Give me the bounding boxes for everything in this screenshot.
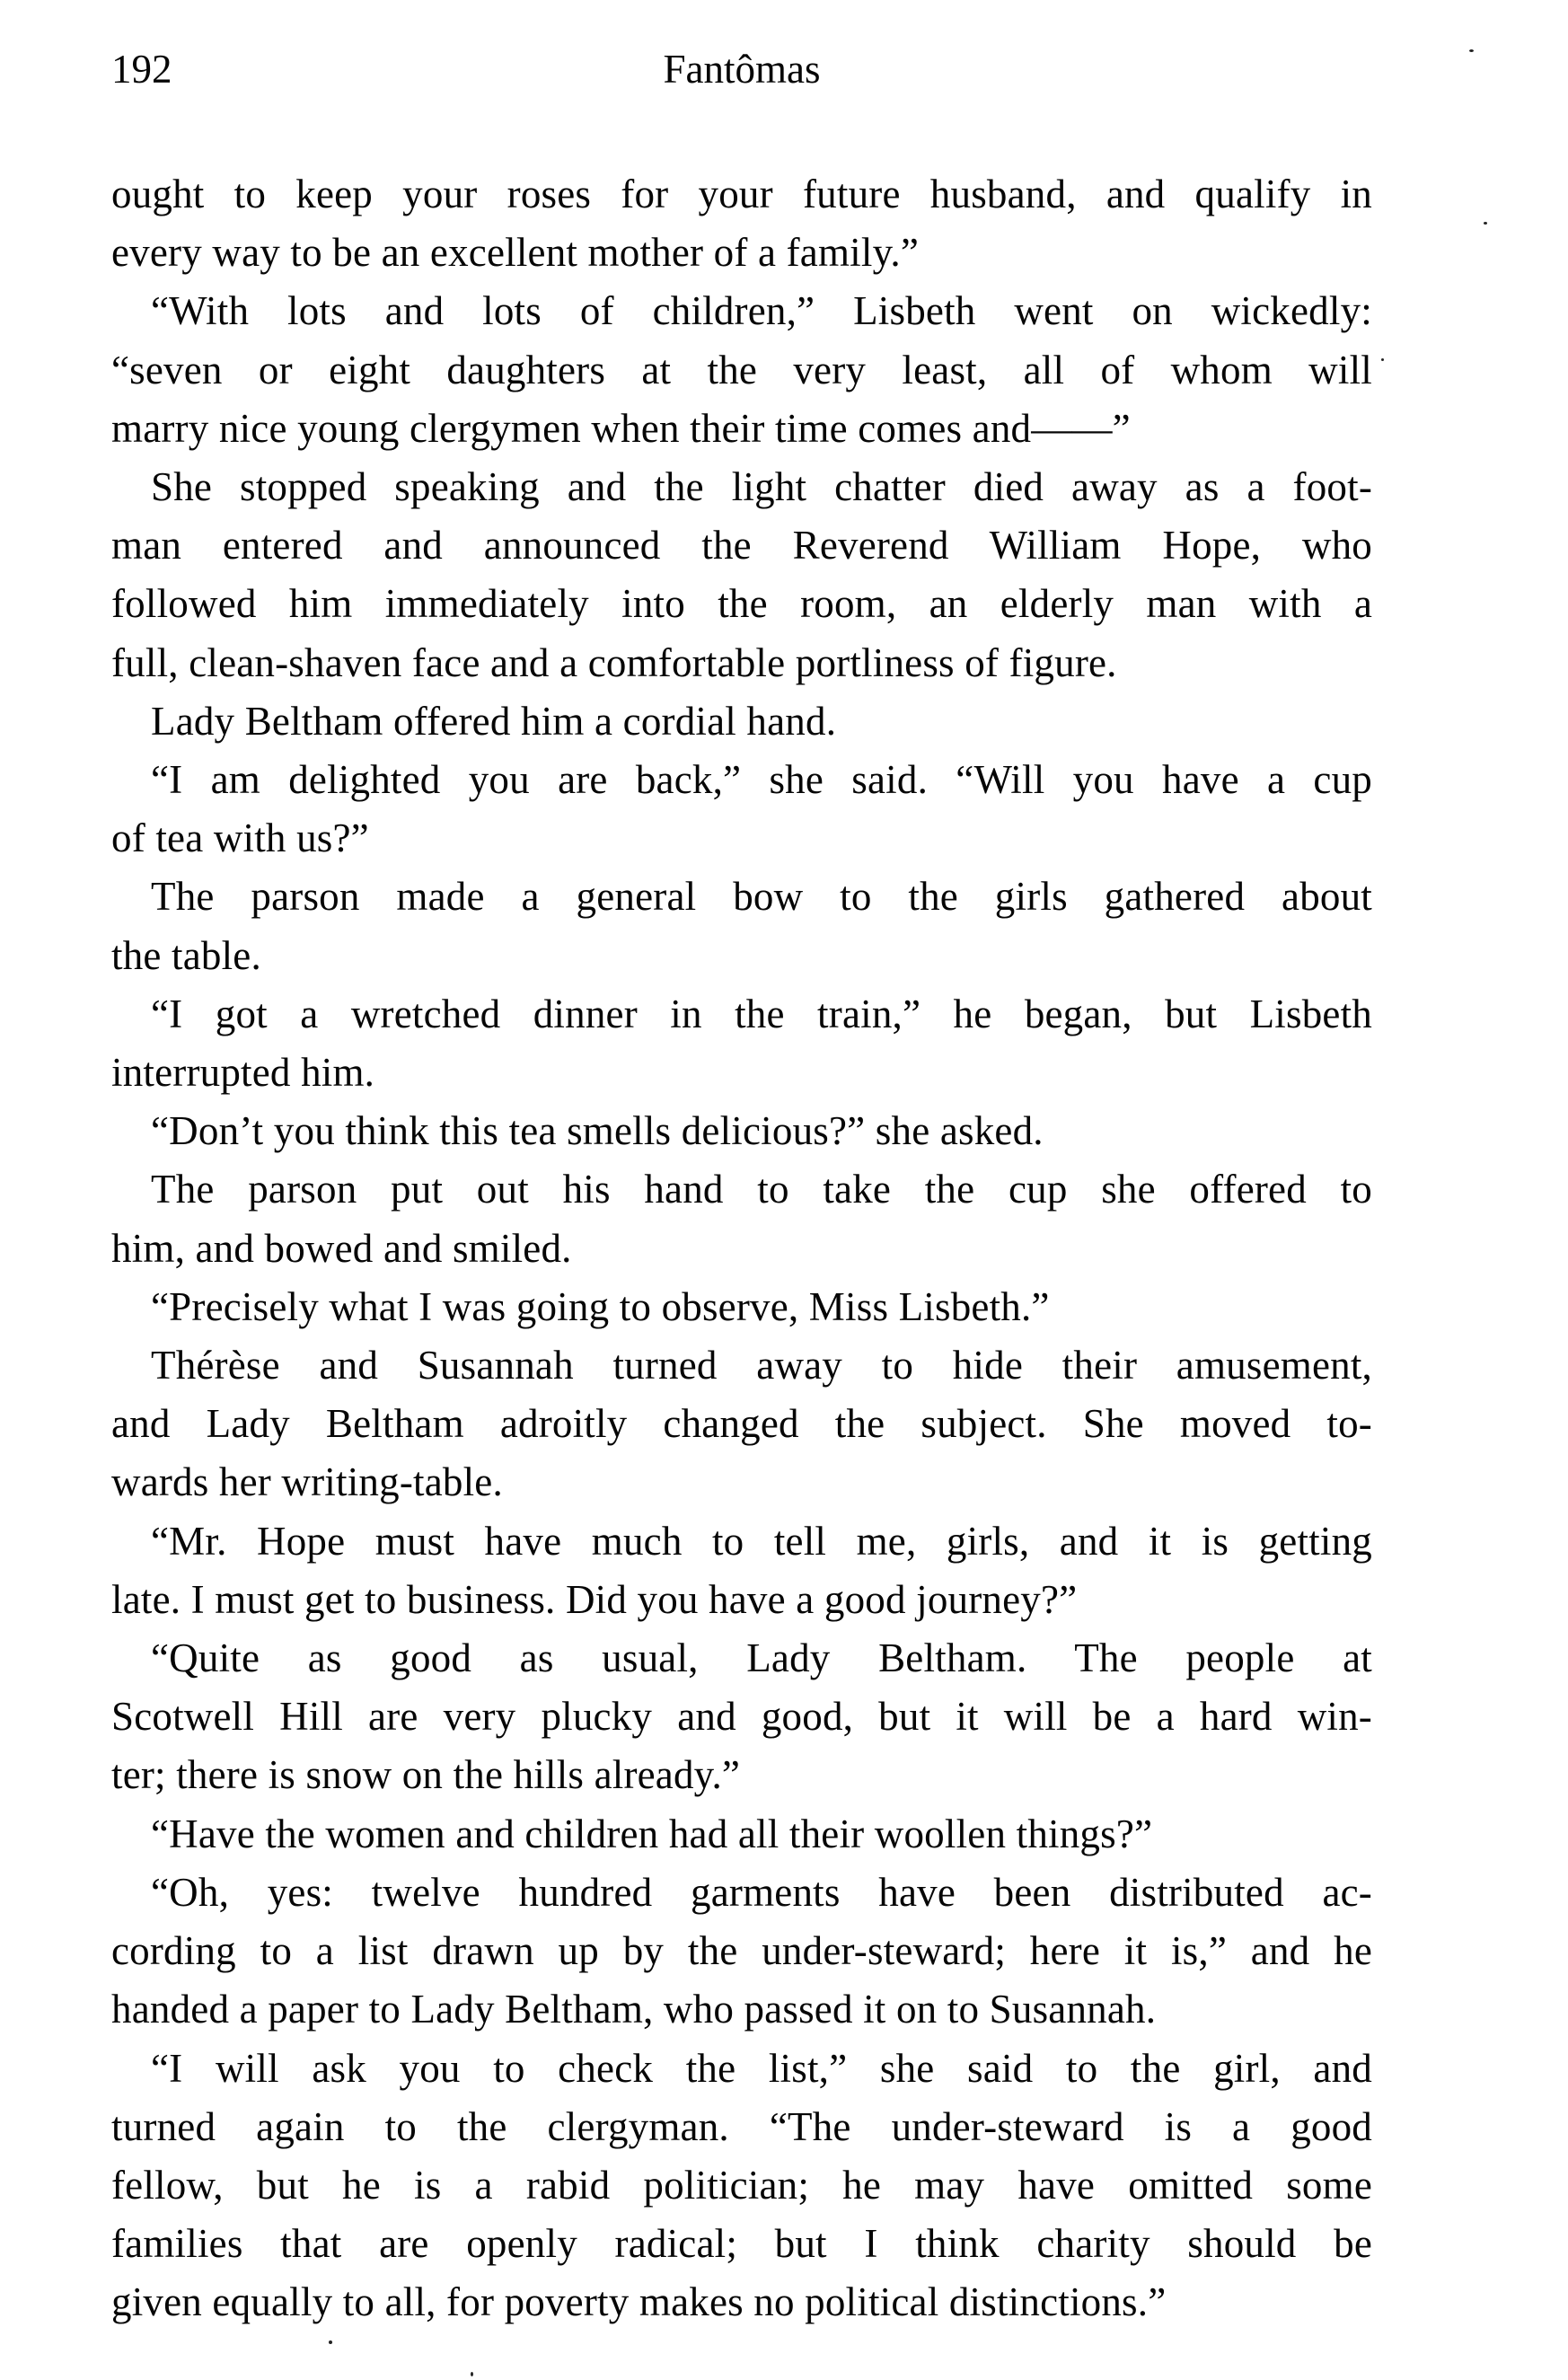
text-line: The parson put out his hand to take the cup she offered to	[151, 1167, 1372, 1212]
text-line: The parson made a general bow to the girls gathered about	[151, 874, 1372, 920]
text-line: “Don’t you think this tea smells delicious?” she asked.	[151, 1108, 1044, 1154]
scan-speck	[1381, 358, 1384, 361]
text-line: “Precisely what I was going to observe, Miss Lisbeth.”	[151, 1283, 1050, 1329]
text-line: and Lady Beltham adroitly changed the subject. She moved to-	[111, 1401, 1372, 1447]
text-line: followed him immediately into the room, an elderly man with a	[111, 581, 1372, 627]
text-line: “I will ask you to check the list,” she said to the girl, and	[151, 2045, 1372, 2091]
scan-speck	[1469, 49, 1474, 52]
text-line: families that are openly radical; but I think charity should be	[111, 2221, 1372, 2267]
text-line: “Oh, yes: twelve hundred garments have been distributed ac-	[151, 1869, 1372, 1915]
scan-speck	[471, 2372, 473, 2376]
text-line: “Quite as good as usual, Lady Beltham. The people at	[151, 1635, 1372, 1681]
text-line: of tea with us?”	[111, 815, 369, 861]
text-line: “Have the women and children had all their woollen things?”	[151, 1811, 1153, 1856]
text-line: man entered and announced the Reverend William Hope, who	[111, 523, 1372, 569]
text-line: “I got a wretched dinner in the train,” he began, but Lisbeth	[151, 991, 1372, 1036]
text-line: ought to keep your roses for your future husband, and qualify in	[111, 172, 1372, 216]
text-line: “Mr. Hope must have much to tell me, girls, and it is getting	[151, 1518, 1372, 1564]
page-body	[111, 165, 1372, 2332]
text-line: him, and bowed and smiled.	[111, 1225, 572, 1271]
text-line: cording to a list drawn up by the under-steward; here it is,” and he	[111, 1928, 1372, 1974]
running-title: Fantômas	[663, 47, 821, 92]
text-line: given equally to all, for poverty makes no political distinctions.”	[111, 2279, 1167, 2325]
text-line: marry nice young clergymen when their time comes and——”	[111, 405, 1131, 451]
page-number: 192	[111, 47, 172, 92]
text-line: “seven or eight daughters at the very least, all of whom will	[111, 347, 1372, 392]
scan-speck	[1484, 222, 1487, 225]
page-header	[111, 47, 1372, 93]
text-line: interrupted him.	[111, 1050, 375, 1096]
text-line: the table.	[111, 932, 261, 978]
text-line: full, clean-shaven face and a comfortable portliness of figure.	[111, 639, 1117, 685]
text-line: every way to be an excellent mother of a family.”	[111, 230, 919, 276]
text-line: “I am delighted you are back,” she said. “Will you have a cup	[151, 757, 1372, 803]
text-line: Lady Beltham offered him a cordial hand.	[151, 698, 837, 744]
text-line: handed a paper to Lady Beltham, who passed it on to Susannah.	[111, 1987, 1157, 2032]
text-line: fellow, but he is a rabid politician; he may have omitted some	[111, 2162, 1372, 2208]
text-line: Scotwell Hill are very plucky and good, but it will be a hard win-	[111, 1694, 1372, 1740]
text-line: late. I must get to business. Did you have a good journey?”	[111, 1576, 1078, 1622]
text-line: turned again to the clergyman. “The under-steward is a good	[111, 2103, 1372, 2149]
scan-speck	[329, 2340, 332, 2344]
text-line: wards her writing-table.	[111, 1459, 503, 1505]
text-line: ter; there is snow on the hills already.”	[111, 1752, 741, 1798]
text-line: “With lots and lots of children,” Lisbeth went on wickedly:	[151, 288, 1372, 334]
text-line: Thérèse and Susannah turned away to hide their amusement,	[151, 1343, 1372, 1388]
text-line: She stopped speaking and the light chatter died away as a foot-	[151, 464, 1372, 510]
